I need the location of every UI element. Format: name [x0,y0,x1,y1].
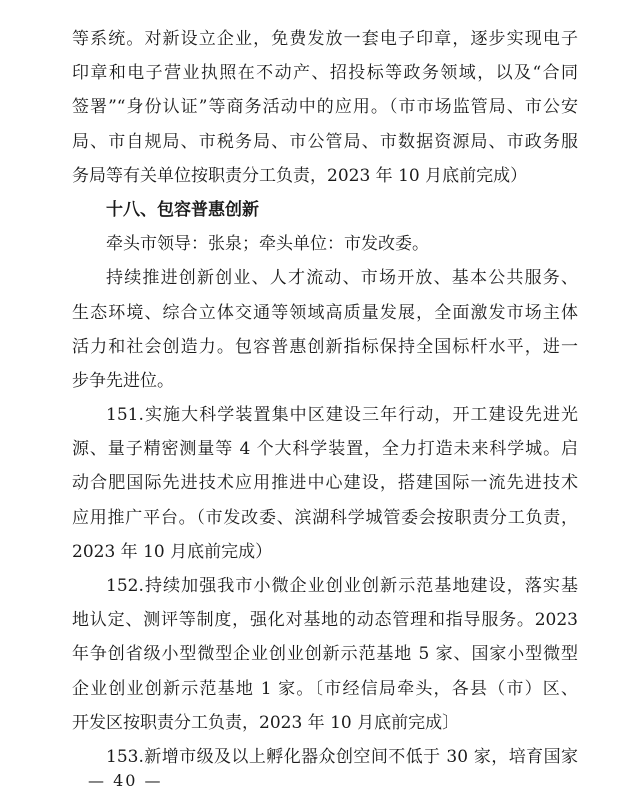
item-152: 152.持续加强我市小微企业创业创新示范基地建设，落实基 [106,576,578,596]
page-number: — 40 — [88,771,163,790]
text-line: 活力和社会创造力。包容普惠创新指标保持全国标杆水平，进一 [72,336,578,357]
text-line: 2023 年 10 月底前完成） [72,541,273,562]
section-heading: 十八、包容普惠创新 [106,199,259,220]
text-line: 签署”“身份认证”等商务活动中的应用。（市市场监管局、市公安 [72,97,578,118]
text-line: 开发区按职责分工负责，2023 年 10 月底前完成〕 [72,712,460,733]
text-line: 源、量子精密测量等 4 个大科学装置，全力打造未来科学城。启 [72,439,578,460]
item-151: 151.实施大科学装置集中区建设三年行动，开工建设先进光 [106,405,578,426]
text-line: 应用推广平台。（市发改委、滨湖科学城管委会按职责分工负责， [72,507,578,528]
text-line: 企业创业创新示范基地 1 家。〔市经信局牵头，各县（市）区、 [72,678,578,699]
text-line: 年争创省级小型微型企业创业创新示范基地 5 家、国家小型微型 [72,644,578,665]
text-line: 印章和电子营业执照在不动产、招投标等政务领域，以及“合同 [72,63,578,84]
text-line: 动合肥国际先进技术应用推进中心建设，搭建国际一流先进技术 [72,473,578,494]
item-153: 153.新增市级及以上孵化器众创空间不低于 30 家，培育国家 [106,746,578,767]
text-line: 生态环境、综合立体交通等领域高质量发展，全面激发市场主体 [72,302,578,323]
text-line: 步争先进位。 [72,370,174,391]
document-page [72,22,578,774]
text-line: 务局等有关单位按职责分工负责，2023 年 10 月底前完成） [72,165,528,186]
text-line: 持续推进创新创业、人才流动、市场开放、基本公共服务、 [106,268,578,289]
text-line: 局、市自规局、市税务局、市公管局、市数据资源局、市政务服 [72,131,578,152]
text-line: 地认定、测评等制度，强化对基地的动态管理和指导服务。2023 [72,610,578,631]
lead-info: 牵头市领导：张泉；牵头单位：市发改委。 [106,234,429,255]
text-line: 等系统。对新设立企业，免费发放一套电子印章，逐步实现电子 [72,29,578,49]
